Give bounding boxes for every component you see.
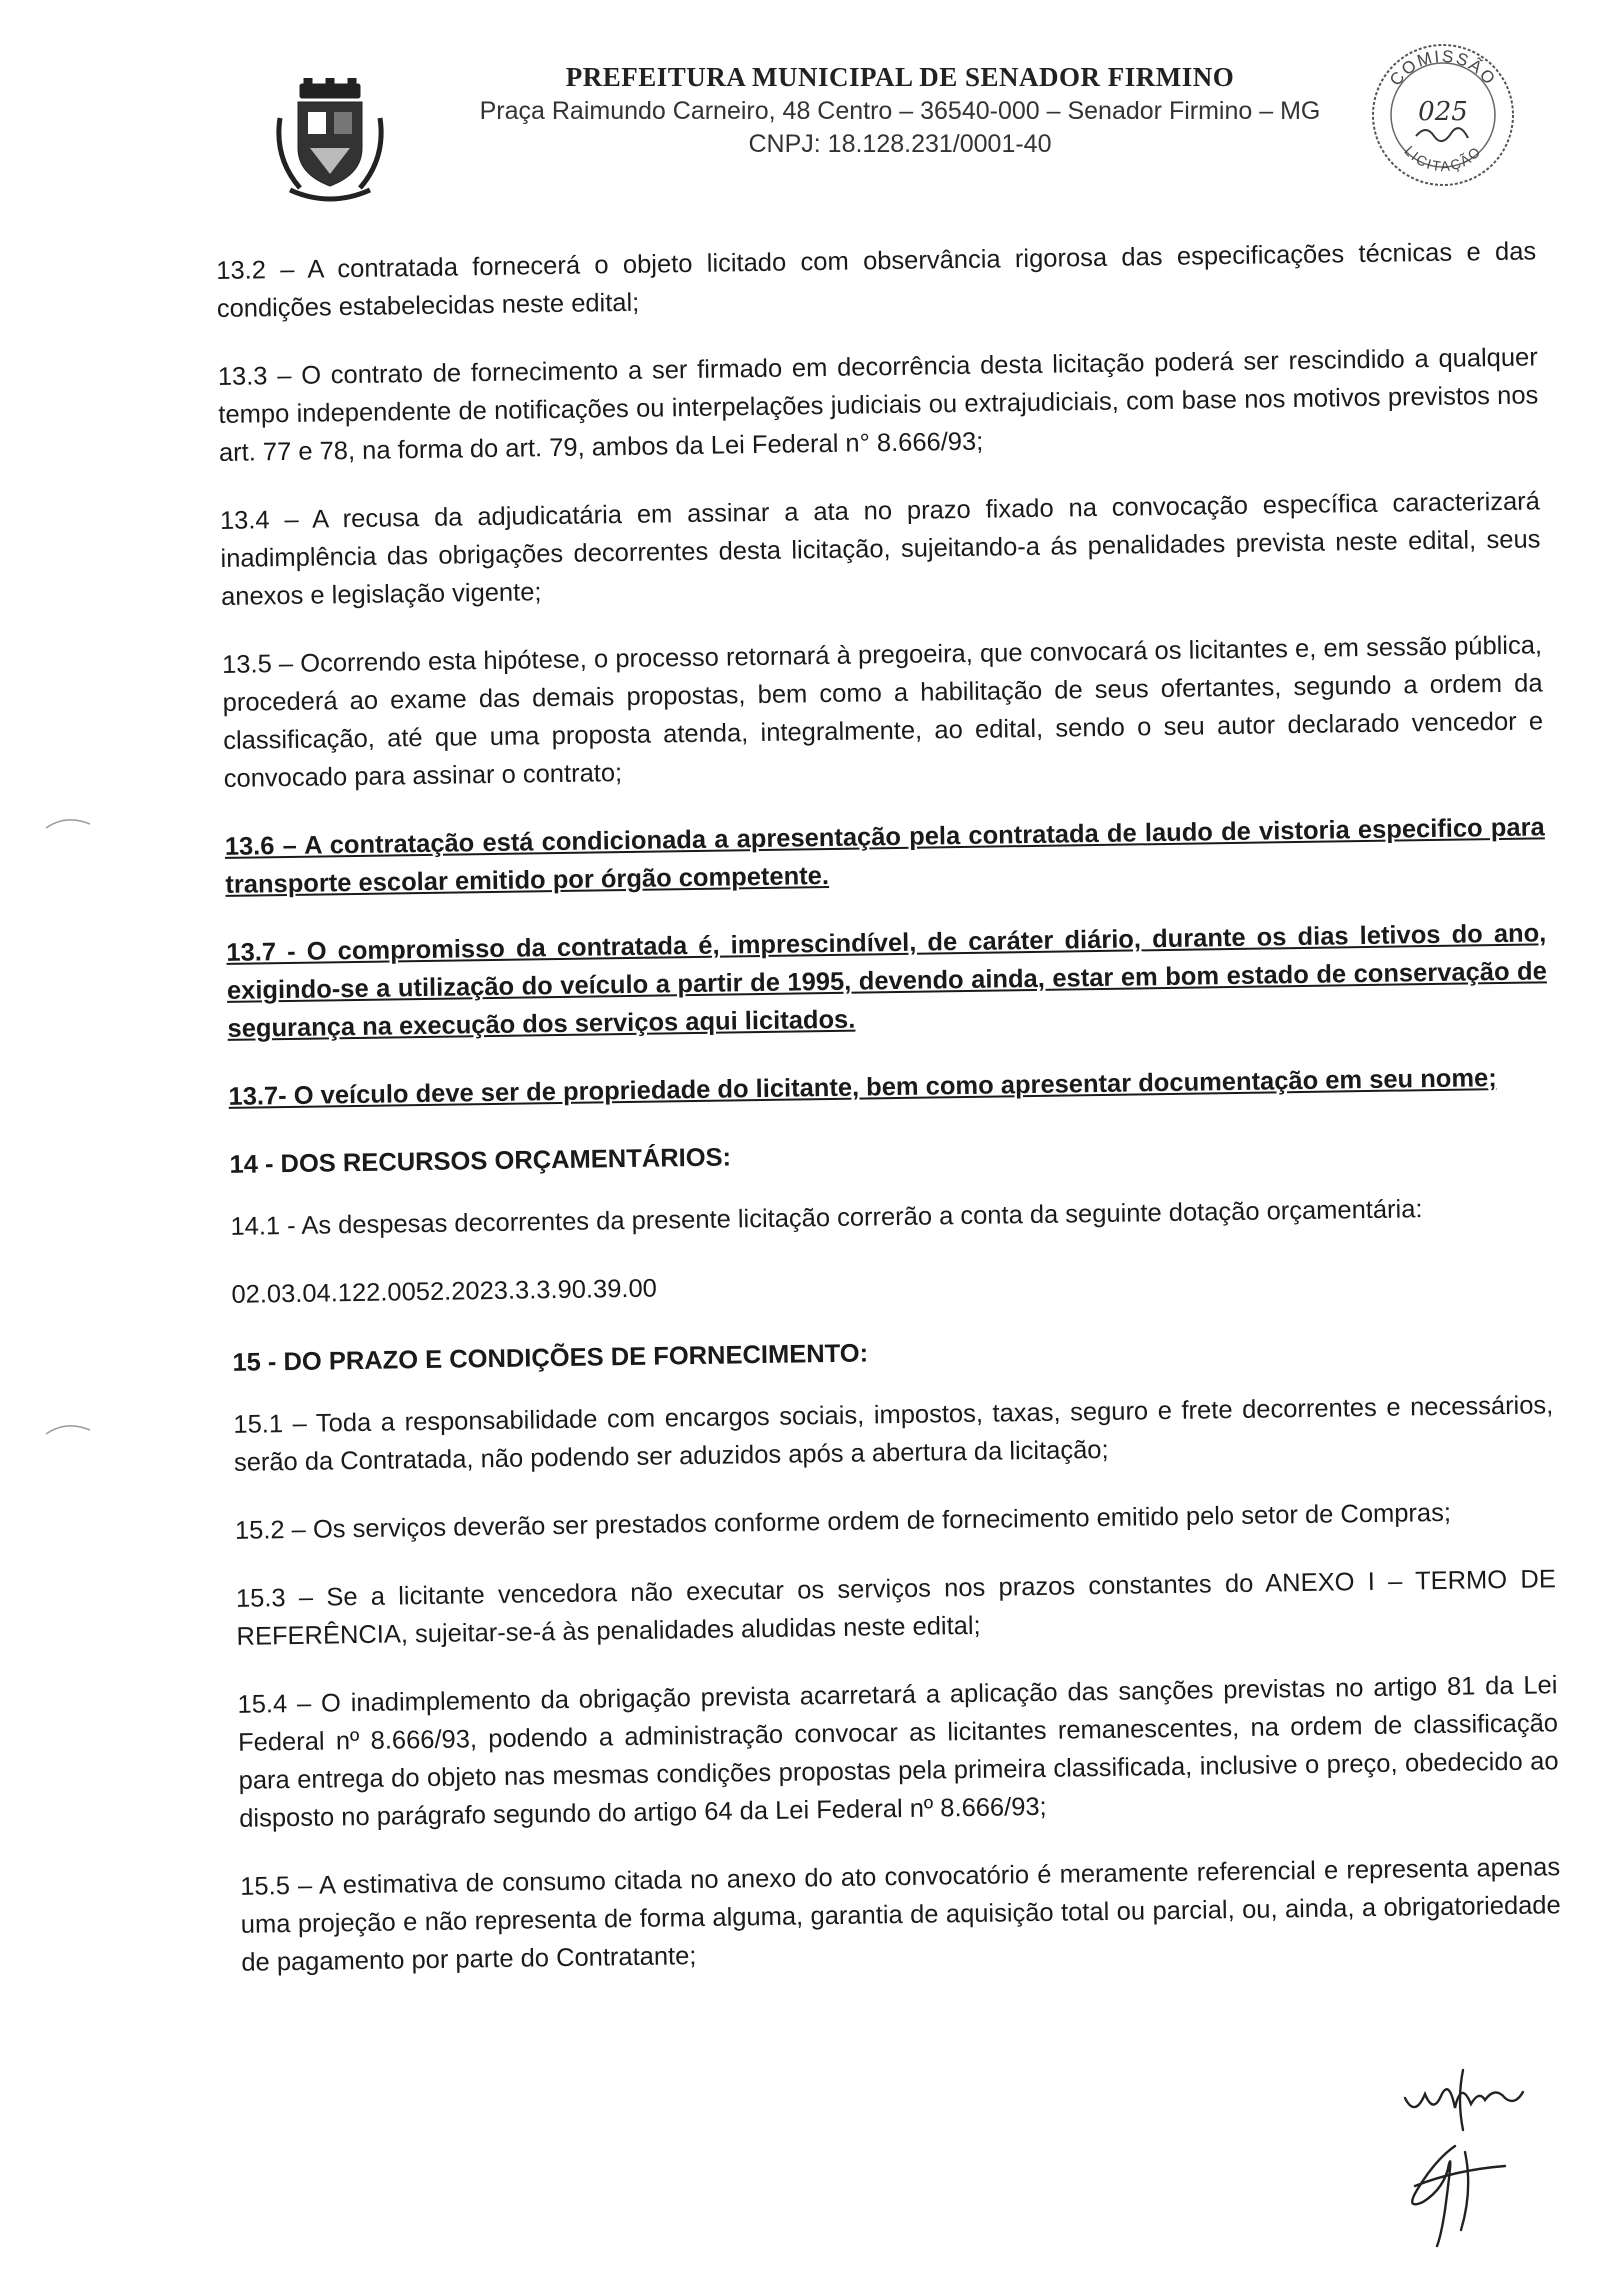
municipal-crest-icon bbox=[270, 78, 390, 203]
svg-text:LICITAÇÃO bbox=[1401, 143, 1484, 175]
letterhead bbox=[400, 62, 1400, 159]
clause-paragraph: 15.1 – Toda a responsabilidade com encargos sociais, impostos, taxas, seguro e frete decorrentes e necessários, serão da Contratada, não podendo ser aduzidos após a abertura da licitação; bbox=[233, 1391, 1554, 1477]
stamp-seal-icon bbox=[1368, 40, 1518, 190]
clause-paragraph: 13.7- O veículo deve ser de propriedade do licitante, bem como apresentar documentação em seu nome; bbox=[228, 1064, 1497, 1111]
clause-paragraph: 13.4 – A recusa da adjudicatária em assinar a ata no prazo fixado na convocação específica caracterizará inadimplência das obrigações decorrentes desta licitação, sujeitando-a ás penalidades prevista neste edital, seus anexos e legislação vigente; bbox=[219, 487, 1541, 611]
letterhead-address: Praça Raimundo Carneiro, 48 Centro – 36540-000 – Senador Firmino – MG bbox=[479, 97, 1321, 125]
margin-mark-icon bbox=[44, 1418, 94, 1438]
margin-mark-icon bbox=[44, 812, 94, 832]
stamp-bottom-text: LICITAÇÃO bbox=[1401, 142, 1485, 175]
stamp-top-text: COMISSÃO bbox=[1385, 46, 1501, 90]
clause-paragraph: 13.6 – A contratação está condicionada a apresentação pela contratada de laudo de vistoria especifico para transporte escolar emitido por órgão competente. bbox=[224, 813, 1545, 899]
svg-text:COMISSÃO bbox=[1386, 47, 1500, 90]
clause-paragraph: 15.2 – Os serviços deverão ser prestados conforme ordem de fornecimento emitido pelo setor de Compras; bbox=[234, 1498, 1452, 1545]
letterhead-cnpj: CNPJ: 18.128.231/0001-40 bbox=[748, 130, 1052, 158]
document-body bbox=[216, 232, 1562, 2011]
stamp-page-number: 025 bbox=[1418, 97, 1468, 127]
clause-paragraph: 15.4 – O inadimplemento da obrigação prevista acarretará a aplicação das sanções previstas no artigo 81 da Lei Federal nº 8.666/93, podendo a administração convocar as licitantes remanescentes, na ordem de classificação para entrega do objeto nas mesmas condições propostas pela primeira classificada, inclusive o preço, obedecido ao disposto no parágrafo segundo do artigo 64 da Lei Federal nº 8.666/93; bbox=[237, 1671, 1559, 1833]
section-heading: 15 - DO PRAZO E CONDIÇÕES DE FORNECIMENTO: bbox=[232, 1339, 869, 1377]
clause-paragraph: 13.5 – Ocorrendo esta hipótese, o processo retornará à pregoeira, que convocará os licitantes e, em sessão pública, procederá ao exame das demais propostas, bem como a habilitação de seus ofertantes, segundo a ordem da classificação, até que uma proposta atenda, integralmente, ao edital, sendo o seu autor declarado vencedor e convocado para assinar o contrato; bbox=[221, 631, 1544, 793]
clause-paragraph: 15.5 – A estimativa de consumo citada no anexo do ato convocatório é meramente referencial e representa apenas uma projeção e não representa de forma alguma, garantia de aquisição total ou parcial, ou, ainda, a obrigatoriedade de pagamento por parte do Contratante; bbox=[240, 1853, 1561, 1977]
clause-paragraph: 02.03.04.122.0052.2023.3.3.90.39.00 bbox=[231, 1274, 658, 1309]
clause-paragraph: 15.3 – Se a licitante vencedora não executar os serviços nos prazos constantes do ANEXO I – TERMO DE REFERÊNCIA, sujeitar-se-á às penalidades aludidas neste edital; bbox=[235, 1565, 1557, 1651]
section-heading: 14 - DOS RECURSOS ORÇAMENTÁRIOS: bbox=[229, 1143, 732, 1179]
clause-paragraph: 13.3 – O contrato de fornecimento a ser firmado em decorrência desta licitação poderá ser rescindido a qualquer tempo independente de notificações ou interpelações judiciais ou extrajudiciais, com base nos motivos previstos nos art. 77 e 78, na forma do art. 79, ambos da Lei Federal n° 8.666/93; bbox=[217, 343, 1539, 467]
clause-paragraph: 14.1 - As despesas decorrentes da presente licitação correrão a conta da seguinte dotação orçamentária: bbox=[230, 1195, 1423, 1241]
clause-paragraph: 13.2 – A contratada fornecerá o objeto licitado com observância rigorosa das especificações técnicas e das condições estabelecidas neste edital; bbox=[216, 237, 1537, 323]
clause-paragraph: 13.7 - O compromisso da contratada é, imprescindível, de caráter diário, durante os dias letivos do ano, exigindo-se a utilização do veículo a partir de 1995, devendo ainda, estar em bom estado de conservação de segurança na execução dos serviços aqui licitados. bbox=[226, 919, 1548, 1043]
letterhead-title: PREFEITURA MUNICIPAL DE SENADOR FIRMINO bbox=[565, 62, 1235, 92]
handwritten-signature-icon bbox=[1345, 2060, 1585, 2250]
